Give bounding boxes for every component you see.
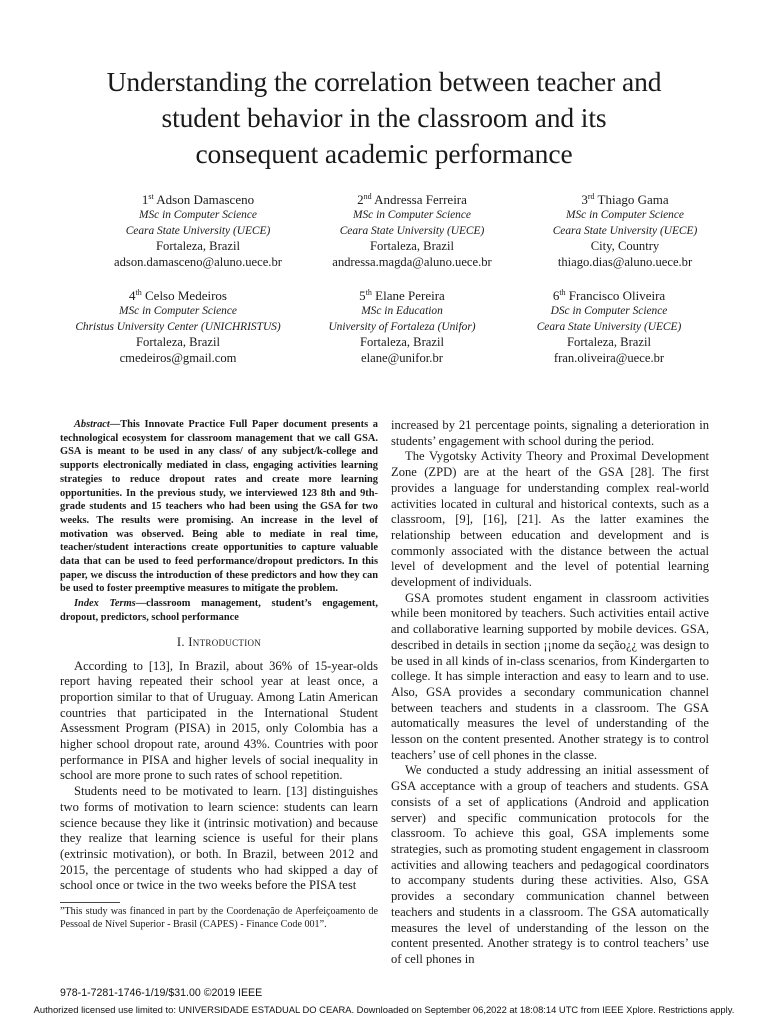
author-name: 2nd Andressa Ferreira: [357, 192, 467, 207]
author-name: 6th Francisco Oliveira: [552, 288, 666, 303]
abstract: Abstract—This Innovate Practice Full Paper document presents a technological ecosystem for classroom management that we call GSA. GSA is meant to be used in any class/ of any subject/k-college and supports electronically mediated in class, engaging activities learning strategies to reduce dropout rates and create more learning opportunities. In the previous study, we interviewed 123 8th and 9th-grade students and 15 teachers who had been using the GSA for two weeks. The results were promising. An increase in the level of motivation was observed. Being able to mediate in real time, teacher/student interactions create opportunities to capture valuable data that can be used to feed performance/dropout predictors. In this paper, we discuss the introduction of these predictors and how they can be used to foster preemptive measures to mitigate the problem.: [60, 419, 378, 595]
author-email: adson.damasceno@aluno.uece.br: [114, 255, 282, 270]
footnote: ”This study was financed in part by the Coordenação de Aperfeiçoamento de Pessoal de Nível Superior - Brasil (CAPES) - Finance Code 001”.: [60, 906, 378, 930]
section-heading: I. Introduction: [176, 634, 262, 649]
title-line: student behavior in the classroom and its: [161, 102, 607, 133]
body-paragraph: We conducted a study addressing an initial assessment of GSA acceptance with a group of teachers and students. GSA consists of a set of applications (Android and application server) and specific communication protocols for the classroom. To achieve this goal, GSA implements some strategies, such as promoting student engagement in classroom activities and allowing teachers and pedagogical coordinators to accompany students during these activities. Also, GSA provides a secondary communication channel between teachers and students in a classroom. The GSA automatically measures the level of understanding of the lesson on the content presented. Another strategy is to control teachers’ use of cell phones in: [391, 763, 709, 966]
author-affiliation: University of Fortaleza (Unifor): [328, 320, 476, 333]
author-location: City, Country: [590, 239, 660, 254]
author-location: Fortaleza, Brazil: [567, 335, 651, 350]
author-degree: DSc in Computer Science: [550, 304, 668, 317]
license-notice: Authorized licensed use limited to: UNIVERSIDADE ESTADUAL DO CEARA. Downloaded on September 06,2022 at 18:08:14 UTC from IEEE Xplore. Restrictions apply.: [33, 1004, 735, 1015]
author-block: [282, 288, 522, 367]
body-paragraph: The Vygotsky Activity Theory and Proximal Development Zone (ZPD) are at the heart of the GSA [28]. The first provides a language for understanding complex real-world activities located in cultural and historical contexts, such as a classroom, [9], [16], [21]. As the latter examines the relationship between education and development and is commonly associated with the distance between the actual level of development and the level of potential learning development of individuals.: [391, 449, 709, 590]
footnote-divider: [60, 902, 120, 903]
body-paragraph: Students need to be motivated to learn. [13] distinguishes two forms of motivation to learn science: students can learn science because they like it (intrinsic motivation) and because they realize that learning science is useful for their plans (extrinsic motivation), or both. In Brazil, between 2012 and 2015, the percentage of students who had skipped a day of school once or twice in the two weeks before the PISA test: [60, 784, 378, 893]
author-affiliation: Ceara State University (UECE): [552, 224, 698, 237]
author-name: 1st Adson Damasceno: [141, 192, 255, 207]
author-email: thiago.dias@aluno.uece.br: [557, 255, 693, 270]
body-paragraph: According to [13], In Brazil, about 36% of 15-year-olds report having repeated their school year at least once, a proportion similar to that of Uruguay. Among Latin American countries that participated in the International Student Assessment Program (PISA) in 2015, only Colombia has a higher school dropout rate, around 43%. Countries with poor performance in PISA and higher levels of social inequality in school are more prone to such rates of school repetition.: [60, 658, 378, 783]
author-block: [292, 192, 532, 271]
author-block: [505, 192, 745, 271]
author-name: 3rd Thiago Gama: [581, 192, 669, 207]
body-paragraph: GSA promotes student engament in classroom activities while been monitored by teachers. Such activities entail active and collaborative learning supported by mobile devices. GSA, described in details in section ¡¡nome da seção¿¿ was design to be used in all kinds of in-class scenarios, from Kindergarten to college. It has simple interaction and easy to learn and to use. Also, GSA provides a secondary communication channel between teachers and students in a classroom. The GSA automatically measures the level of understanding of the lesson on the content presented. Another strategy is to control teachers’ use of cell phones in the classe.: [391, 590, 709, 762]
author-degree: MSc in Computer Science: [119, 304, 237, 317]
left-column: [60, 418, 378, 894]
author-affiliation: Ceara State University (UECE): [536, 320, 682, 333]
author-block: [58, 288, 298, 367]
title-line: consequent academic performance: [195, 138, 573, 169]
body-paragraph: increased by 21 percentage points, signaling a deterioration in students’ engagement with school during the period.: [391, 418, 709, 448]
author-location: Fortaleza, Brazil: [136, 335, 220, 350]
author-email: andressa.magda@aluno.uece.br: [332, 255, 492, 270]
author-affiliation: Ceara State University (UECE): [339, 224, 485, 237]
author-degree: MSc in Computer Science: [566, 208, 684, 221]
author-affiliation: Christus University Center (UNICHRISTUS): [75, 320, 281, 333]
author-block: [489, 288, 729, 367]
author-degree: MSc in Education: [361, 304, 443, 317]
author-email: cmedeiros@gmail.com: [119, 351, 237, 366]
author-affiliation: Ceara State University (UECE): [125, 224, 271, 237]
author-location: Fortaleza, Brazil: [156, 239, 240, 254]
index-terms: Index Terms—classroom management, student’s engagement, dropout, predictors, school performance: [60, 598, 378, 623]
author-name: 5th Elane Pereira: [359, 288, 445, 303]
right-column: [391, 418, 709, 968]
author-degree: MSc in Computer Science: [139, 208, 257, 221]
copyright-line: 978-1-7281-1746-1/19/$31.00 ©2019 IEEE: [60, 987, 263, 999]
author-block: [78, 192, 318, 271]
author-location: Fortaleza, Brazil: [370, 239, 454, 254]
author-email: elane@unifor.br: [361, 351, 443, 366]
author-email: fran.oliveira@uece.br: [553, 351, 665, 366]
author-location: Fortaleza, Brazil: [360, 335, 444, 350]
author-name: 4th Celso Medeiros: [129, 288, 227, 303]
author-degree: MSc in Computer Science: [353, 208, 471, 221]
paper-title: [40, 64, 728, 172]
title-line: Understanding the correlation between teacher and: [106, 66, 662, 97]
